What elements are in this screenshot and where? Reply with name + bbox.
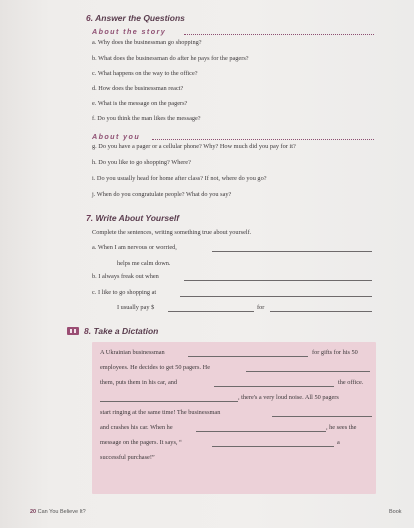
section-7-title: 7. Write About Yourself: [86, 213, 180, 223]
prompt-a: a. When I am nervous or worried,: [92, 244, 177, 251]
subheading-about-the-story: About the story: [92, 27, 167, 36]
prompt-c: c. I like to go shopping at: [92, 289, 157, 296]
dictation-text: , there's a very loud noise. All 50 pagers: [238, 394, 339, 401]
dictation-text: A Ukrainian businessman: [100, 349, 165, 356]
answer-blank[interactable]: [180, 296, 372, 297]
dictation-blank[interactable]: [188, 356, 308, 357]
dotted-rule: [184, 34, 374, 35]
dictation-blank[interactable]: [212, 446, 334, 447]
question-g: g. Do you have a pager or a cellular phone? Why? How much did you pay for it?: [92, 143, 296, 150]
dictation-text: start ringing at the same time! The businessman: [100, 409, 221, 416]
dictation-text: and crashes his car. When he: [100, 424, 173, 431]
audio-icon: [67, 327, 79, 335]
answer-blank[interactable]: [212, 251, 372, 252]
book-title: Can You Believe It?: [37, 509, 86, 515]
subheading-about-you: About you: [92, 132, 141, 141]
dictation-blank[interactable]: [214, 386, 334, 387]
dictation-text: successful purchase!”: [100, 454, 155, 461]
question-i: i. Do you usually head for home after class? If not, where do you go?: [92, 175, 267, 182]
section-6-title: 6. Answer the Questions: [86, 13, 185, 23]
prompt-a-continued: helps me calm down.: [117, 260, 171, 267]
question-a: a. Why does the businessman go shopping?: [92, 39, 202, 46]
answer-blank[interactable]: [184, 280, 372, 281]
dictation-blank[interactable]: [100, 401, 238, 402]
footer-left: [30, 509, 86, 515]
question-b: b. What does the businessman do after he pays for the pagers?: [92, 55, 249, 62]
dictation-text: the office.: [338, 379, 364, 386]
dotted-rule: [152, 139, 374, 140]
dictation-text: , he sees the: [326, 424, 357, 431]
question-e: e. What is the message on the pagers?: [92, 100, 188, 107]
dictation-text: for gifts for his 50: [312, 349, 358, 356]
prompt-b: b. I always freak out when: [92, 273, 159, 280]
section-7-instructions: Complete the sentences, writing something true about yourself.: [92, 229, 252, 236]
prompt-d-for: for: [257, 304, 265, 311]
dictation-text: them, puts them in his car, and: [100, 379, 178, 386]
question-d: d. How does the businessman react?: [92, 85, 184, 92]
dictation-blank[interactable]: [272, 416, 372, 417]
answer-blank[interactable]: [270, 311, 372, 312]
dictation-text: a: [337, 439, 340, 446]
section-8-title: 8. Take a Dictation: [84, 326, 159, 336]
answer-blank[interactable]: [168, 311, 254, 312]
question-c: c. What happens on the way to the office?: [92, 70, 198, 77]
dictation-blank[interactable]: [196, 431, 326, 432]
footer-right: Book: [389, 509, 402, 515]
question-f: f. Do you think the man likes the message?: [92, 115, 201, 122]
page-number: 20: [30, 509, 37, 515]
dictation-text: message on the pagers. It says, “: [100, 439, 182, 446]
question-h: h. Do you like to go shopping? Where?: [92, 159, 191, 166]
dictation-text: employees. He decides to get 50 pagers. He: [100, 364, 210, 371]
dictation-blank[interactable]: [246, 371, 370, 372]
prompt-d: I usually pay $: [117, 304, 155, 311]
question-j: j. When do you congratulate people? What do you say?: [92, 191, 232, 198]
